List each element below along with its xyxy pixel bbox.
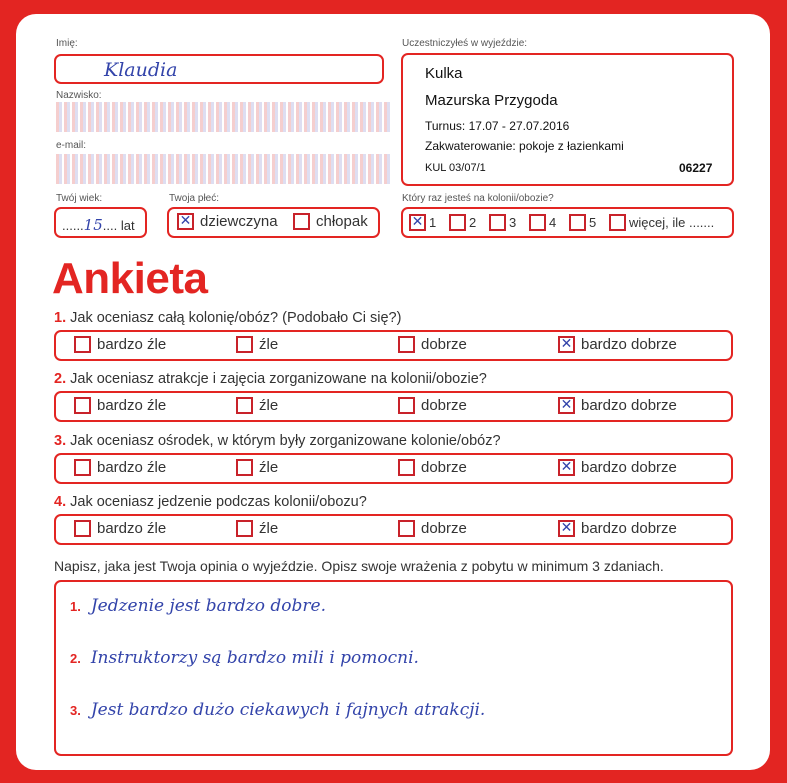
name-field[interactable] — [54, 54, 384, 84]
camp-name: Mazurska Przygoda — [425, 92, 558, 109]
option-label: bardzo źle — [97, 459, 167, 476]
times-option-1-label: 1 — [429, 215, 437, 230]
checkbox-q3-3[interactable] — [398, 459, 415, 476]
gender-group — [167, 207, 380, 238]
gender-option-boy-label: chłopak — [316, 213, 368, 230]
gender-option-boy[interactable] — [293, 213, 368, 230]
times-label: Który raz jesteś na kolonii/obozie? — [402, 193, 554, 204]
opinion-line-2-text: Instruktorzy są bardzo mili i pomocni. — [90, 648, 419, 668]
gender-label: Twoja płeć: — [169, 193, 220, 204]
question-2-text — [54, 371, 487, 387]
opinion-line-3 — [70, 700, 485, 720]
times-option-3-label: 3 — [509, 215, 517, 230]
question-2-option-3[interactable] — [398, 397, 467, 414]
gender-option-girl[interactable] — [177, 213, 278, 230]
times-option-4[interactable] — [529, 214, 556, 231]
checkbox-times-3[interactable] — [489, 214, 506, 231]
checkbox-q2-4[interactable] — [558, 397, 575, 414]
opinion-line-3-number: 3. — [70, 703, 81, 718]
option-label: bardzo źle — [97, 520, 167, 537]
option-label: dobrze — [421, 336, 467, 353]
camp-code: KUL 03/07/1 — [425, 162, 486, 174]
question-4-options — [54, 514, 733, 545]
name-value: Klaudia — [104, 59, 178, 81]
question-3-text — [54, 433, 501, 449]
times-option-2[interactable] — [449, 214, 476, 231]
option-label: źle — [259, 397, 279, 414]
camp-info-box — [401, 53, 734, 186]
checkbox-q2-2[interactable] — [236, 397, 253, 414]
checkbox-q1-1[interactable] — [74, 336, 91, 353]
checkbox-q3-2[interactable] — [236, 459, 253, 476]
surname-label: Nazwisko: — [56, 90, 102, 101]
option-label: bardzo dobrze — [581, 459, 677, 476]
checkbox-q4-4[interactable] — [558, 520, 575, 537]
checkbox-boy[interactable] — [293, 213, 310, 230]
opinion-line-3-text: Jest bardzo dużo ciekawych i fajnych atrakcji. — [90, 700, 486, 720]
checkbox-q1-3[interactable] — [398, 336, 415, 353]
age-text: ......15.... lat — [62, 216, 135, 234]
checkbox-q2-3[interactable] — [398, 397, 415, 414]
option-label: bardzo źle — [97, 397, 167, 414]
checkbox-times-more[interactable] — [609, 214, 626, 231]
question-4-option-4[interactable] — [558, 520, 677, 537]
question-1-option-4[interactable] — [558, 336, 677, 353]
question-2-options — [54, 391, 733, 422]
question-3-options — [54, 453, 733, 484]
name-label: Imię: — [56, 38, 78, 49]
checkbox-times-4[interactable] — [529, 214, 546, 231]
times-option-more[interactable] — [609, 214, 714, 231]
opinion-box[interactable] — [54, 580, 733, 756]
question-4-option-1[interactable] — [74, 520, 166, 537]
times-option-more-label: więcej, ile ....... — [629, 215, 715, 230]
surname-redacted — [56, 102, 392, 132]
checkbox-q2-1[interactable] — [74, 397, 91, 414]
age-label: Twój wiek: — [56, 193, 103, 204]
question-4-option-2[interactable] — [236, 520, 278, 537]
checkbox-girl[interactable] — [177, 213, 194, 230]
times-group — [401, 207, 734, 238]
camp-number: 06227 — [679, 161, 713, 175]
option-label: bardzo dobrze — [581, 397, 677, 414]
question-4-option-3[interactable] — [398, 520, 467, 537]
option-label: dobrze — [421, 397, 467, 414]
question-3-option-3[interactable] — [398, 459, 467, 476]
camp-organizer: Kulka — [425, 65, 463, 82]
opinion-line-2-number: 2. — [70, 651, 81, 666]
question-2-option-1[interactable] — [74, 397, 166, 414]
email-label: e-mail: — [56, 140, 87, 151]
option-label: bardzo dobrze — [581, 520, 677, 537]
times-option-5-label: 5 — [589, 215, 597, 230]
checkbox-q3-1[interactable] — [74, 459, 91, 476]
times-option-2-label: 2 — [469, 215, 477, 230]
checkbox-times-1[interactable] — [409, 214, 426, 231]
checkbox-q4-1[interactable] — [74, 520, 91, 537]
option-label: dobrze — [421, 520, 467, 537]
question-1-option-2[interactable] — [236, 336, 278, 353]
question-3-number: 3. — [54, 433, 67, 449]
question-4-number: 4. — [54, 494, 67, 510]
checkbox-q4-2[interactable] — [236, 520, 253, 537]
email-redacted — [56, 154, 392, 184]
times-option-5[interactable] — [569, 214, 596, 231]
camp-turnus: Turnus: 17.07 - 27.07.2016 — [425, 119, 570, 133]
age-value: 15 — [83, 216, 103, 234]
survey-sheet — [16, 14, 770, 770]
question-2-number: 2. — [54, 371, 67, 387]
question-3-label: Jak oceniasz ośrodek, w którym były zorganizowane kolonie/obóz? — [70, 433, 501, 449]
age-field[interactable] — [54, 207, 147, 238]
question-2-label: Jak oceniasz atrakcje i zajęcia zorganizowane na kolonii/obozie? — [70, 371, 487, 387]
question-4-label: Jak oceniasz jedzenie podczas kolonii/obozu? — [70, 494, 367, 510]
checkbox-q1-2[interactable] — [236, 336, 253, 353]
opinion-prompt: Napisz, jaka jest Twoja opinia o wyjeździe. Opisz swoje wrażenia z pobytu w minimum 3 zdaniach. — [54, 558, 664, 574]
question-1-number: 1. — [54, 310, 67, 326]
question-1-options — [54, 330, 733, 361]
checkbox-q3-4[interactable] — [558, 459, 575, 476]
option-label: bardzo źle — [97, 336, 167, 353]
question-1-text — [54, 310, 401, 326]
gender-option-girl-label: dziewczyna — [200, 213, 278, 230]
option-label: bardzo dobrze — [581, 336, 677, 353]
question-1-label: Jak oceniasz całą kolonię/obóz? (Podobało Ci się?) — [70, 310, 402, 326]
question-3-option-4[interactable] — [558, 459, 677, 476]
option-label: źle — [259, 459, 279, 476]
times-option-3[interactable] — [489, 214, 516, 231]
survey-title: Ankieta — [52, 254, 208, 303]
question-3-option-2[interactable] — [236, 459, 278, 476]
question-2-option-2[interactable] — [236, 397, 278, 414]
option-label: źle — [259, 520, 279, 537]
checkbox-times-2[interactable] — [449, 214, 466, 231]
camp-label: Uczestniczyłeś w wyjeździe: — [402, 38, 528, 49]
checkbox-q1-4[interactable] — [558, 336, 575, 353]
question-2-option-4[interactable] — [558, 397, 677, 414]
opinion-line-2 — [70, 648, 419, 668]
question-1-option-3[interactable] — [398, 336, 467, 353]
option-label: źle — [259, 336, 279, 353]
question-1-option-1[interactable] — [74, 336, 166, 353]
times-option-4-label: 4 — [549, 215, 557, 230]
checkbox-q4-3[interactable] — [398, 520, 415, 537]
camp-accommodation: Zakwaterowanie: pokoje z łazienkami — [425, 139, 624, 153]
opinion-line-1 — [70, 596, 326, 616]
question-3-option-1[interactable] — [74, 459, 166, 476]
opinion-line-1-text: Jedzenie jest bardzo dobre. — [90, 596, 326, 616]
times-option-1[interactable] — [409, 214, 436, 231]
checkbox-times-5[interactable] — [569, 214, 586, 231]
opinion-line-1-number: 1. — [70, 599, 81, 614]
question-4-text — [54, 494, 367, 510]
option-label: dobrze — [421, 459, 467, 476]
